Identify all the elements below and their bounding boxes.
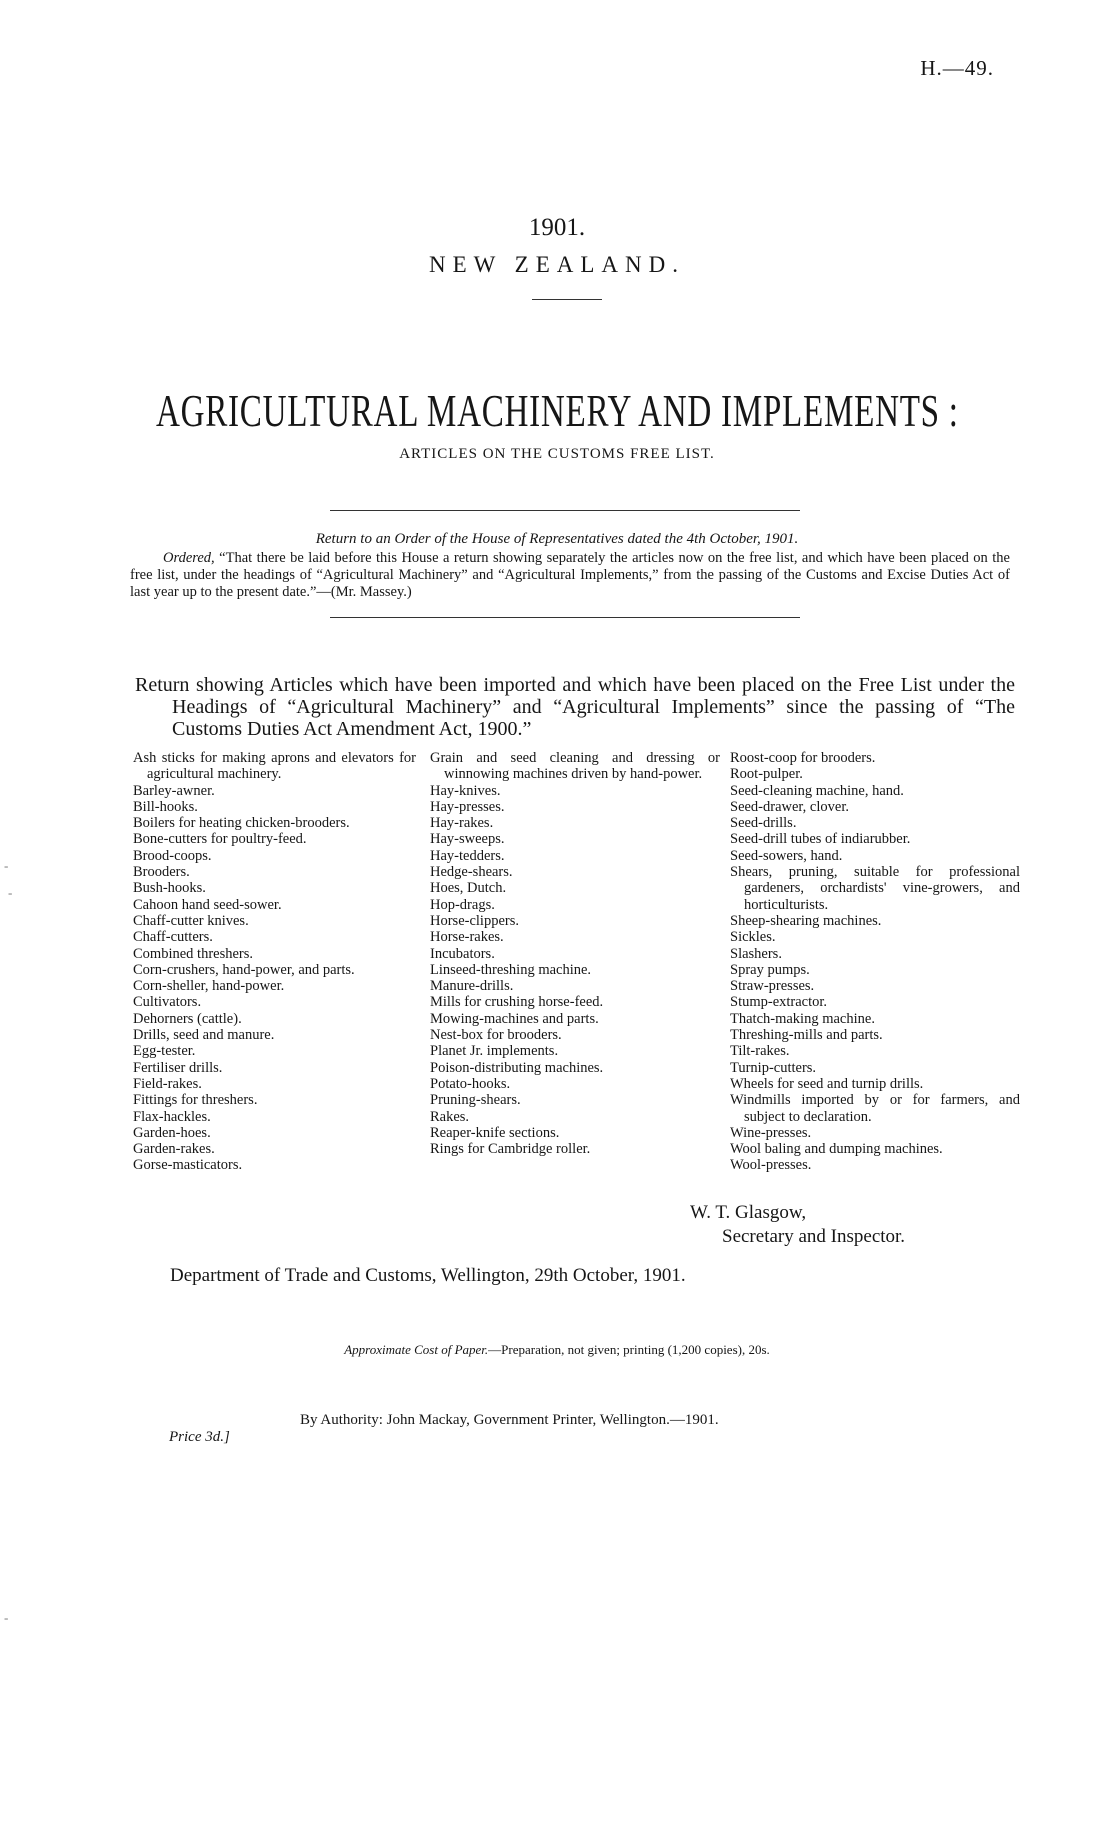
article-item: Hay-knives.	[430, 782, 501, 799]
article-item: Boilers for heating chicken-brooders.	[133, 815, 350, 832]
article-item: Hedge-shears.	[430, 864, 513, 881]
article-item: Sheep-shearing machines.	[730, 912, 882, 929]
article-item: Garden-rakes.	[133, 1141, 215, 1158]
article-item: Hay-sweeps.	[430, 831, 505, 848]
ordered-body: “That there be laid before this House a return showing separately the articles now on the free list, and which have been placed on the free list, under the headings of “Agricultural Machinery” and “Agricultural Implements,” from the passing of the Customs and Excise Duties Act of last year up to the present date.”—(Mr. Massey.)	[130, 550, 1010, 600]
signature-title: Secretary and Inspector.	[722, 1226, 906, 1247]
margin-mark: -	[4, 858, 9, 873]
margin-mark: -	[4, 1610, 9, 1625]
page-subtitle: ARTICLES ON THE CUSTOMS FREE LIST.	[399, 446, 715, 462]
article-item: Corn-sheller, hand-power.	[133, 978, 285, 995]
article-item: Gorse-masticators.	[133, 1157, 243, 1174]
document-year: 1901.	[528, 214, 586, 241]
order-text	[130, 550, 1010, 601]
article-item: Horse-rakes.	[430, 929, 504, 946]
article-item: Cultivators.	[133, 994, 202, 1011]
article-item: Brooders.	[133, 864, 190, 881]
article-item: Wool baling and dumping machines.	[730, 1141, 943, 1158]
printer-line: By Authority: John Mackay, Government Printer, Wellington.—1901.	[300, 1412, 719, 1428]
article-item: Hay-rakes.	[430, 815, 494, 832]
article-item: Bush-hooks.	[133, 880, 206, 897]
article-item: Incubators.	[430, 945, 495, 962]
article-item: Straw-presses.	[730, 978, 815, 995]
price-label: Price 3d.]	[169, 1429, 230, 1445]
article-item: Hop-drags.	[430, 896, 495, 913]
return-to-order: Return to an Order of the House of Representatives dated the 4th October, 1901.	[315, 531, 799, 547]
article-item: Mowing-machines and parts.	[430, 1010, 599, 1027]
department-line: Department of Trade and Customs, Wellington, 29th October, 1901.	[170, 1265, 686, 1286]
article-item: Threshing-mills and parts.	[730, 1027, 883, 1044]
article-item: Roost-coop for brooders.	[730, 750, 876, 766]
article-item: Slashers.	[730, 945, 782, 962]
article-item: Brood-coops.	[133, 847, 212, 864]
article-item: Reaper-knife sections.	[430, 1124, 560, 1141]
article-item: Seed-drawer, clover.	[730, 798, 849, 815]
article-item: Pruning-shears.	[430, 1092, 521, 1109]
article-item: Dehorners (cattle).	[133, 1010, 242, 1027]
page-title: AGRICULTURAL MACHINERY AND IMPLEMENTS :	[155, 385, 959, 436]
article-item: Wool-presses.	[730, 1157, 812, 1174]
article-item: Wine-presses.	[730, 1124, 812, 1141]
order-bottom-rule	[330, 617, 800, 618]
article-item: Hay-presses.	[430, 798, 505, 815]
article-item: Corn-crushers, hand-power, and parts.	[133, 961, 355, 978]
article-item: Bone-cutters for poultry-feed.	[133, 831, 307, 848]
articles-column-2	[430, 750, 720, 1157]
country-heading: NEW ZEALAND.	[428, 252, 686, 277]
document-reference: H.—49.	[920, 56, 994, 80]
article-item: Grain and seed cleaning and dressing or winnowing machines driven by hand-power.	[430, 750, 720, 783]
article-item: Thatch-making machine.	[730, 1010, 875, 1027]
article-item: Hay-tedders.	[430, 847, 505, 864]
article-item: Fertiliser drills.	[133, 1059, 223, 1076]
return-intro-text: Return showing Articles which have been imported and which have been placed on the Free List under the Headings of “Agricultural Machinery” and “Agricultural Implements” since the passing of “The Customs Duties Act Amendment Act, 1900.”	[135, 674, 1015, 740]
article-item: Root-pulper.	[730, 766, 803, 783]
article-item: Planet Jr. implements.	[430, 1043, 559, 1060]
article-item: Drills, seed and manure.	[133, 1027, 275, 1044]
article-item: Seed-sowers, hand.	[730, 847, 843, 864]
cost-label: Approximate Cost of Paper.	[344, 1342, 489, 1357]
article-item: Sickles.	[730, 929, 776, 946]
article-item: Cahoon hand seed-sower.	[133, 896, 282, 913]
return-intro	[135, 674, 1015, 740]
article-item: Potato-hooks.	[430, 1075, 511, 1092]
signature-name: W. T. Glasgow,	[690, 1202, 807, 1223]
article-item: Rings for Cambridge roller.	[430, 1141, 591, 1158]
articles-column-3	[730, 750, 1020, 1174]
article-item: Chaff-cutter knives.	[133, 912, 249, 929]
article-item: Nest-box for brooders.	[430, 1027, 562, 1044]
article-item: Tilt-rakes.	[730, 1043, 790, 1060]
article-item: Spray pumps.	[730, 961, 810, 978]
article-item: Chaff-cutters.	[133, 929, 213, 946]
article-item: Seed-cleaning machine, hand.	[730, 782, 904, 799]
article-item: Bill-hooks.	[133, 798, 198, 815]
article-item: Combined threshers.	[133, 945, 254, 962]
articles-column-1	[133, 750, 416, 1174]
article-item: Field-rakes.	[133, 1075, 202, 1092]
article-item: Windmills imported by or for farmers, and subject to declaration.	[730, 1092, 1020, 1125]
cost-text: —Preparation, not given; printing (1,200 copies), 20s.	[488, 1342, 770, 1357]
article-item: Egg-tester.	[133, 1043, 196, 1060]
ordered-word: Ordered,	[163, 550, 215, 566]
article-item: Garden-hoes.	[133, 1124, 211, 1141]
article-item: Seed-drills.	[730, 815, 797, 832]
article-item: Turnip-cutters.	[730, 1059, 817, 1076]
margin-mark: -	[8, 885, 13, 900]
article-item: Ash sticks for making aprons and elevators for agricultural machinery.	[133, 750, 416, 783]
article-item: Barley-awner.	[133, 782, 215, 799]
order-top-rule	[330, 510, 800, 511]
article-item: Shears, pruning, suitable for professional gardeners, orchardists' vine-growers, and horticulturists.	[730, 864, 1020, 913]
article-item: Mills for crushing horse-feed.	[430, 994, 604, 1011]
article-item: Stump-extractor.	[730, 994, 828, 1011]
article-item: Poison-distributing machines.	[430, 1059, 604, 1076]
article-item: Flax-hackles.	[133, 1108, 211, 1125]
article-item: Wheels for seed and turnip drills.	[730, 1075, 924, 1092]
article-item: Manure-drills.	[430, 978, 514, 995]
article-item: Seed-drill tubes of indiarubber.	[730, 831, 911, 848]
article-item: Linseed-threshing machine.	[430, 961, 592, 978]
article-item: Horse-clippers.	[430, 912, 519, 929]
article-item: Rakes.	[430, 1108, 470, 1125]
header-rule	[532, 299, 602, 300]
article-item: Hoes, Dutch.	[430, 880, 507, 897]
article-item: Fittings for threshers.	[133, 1092, 258, 1109]
cost-of-paper	[0, 1342, 1114, 1358]
